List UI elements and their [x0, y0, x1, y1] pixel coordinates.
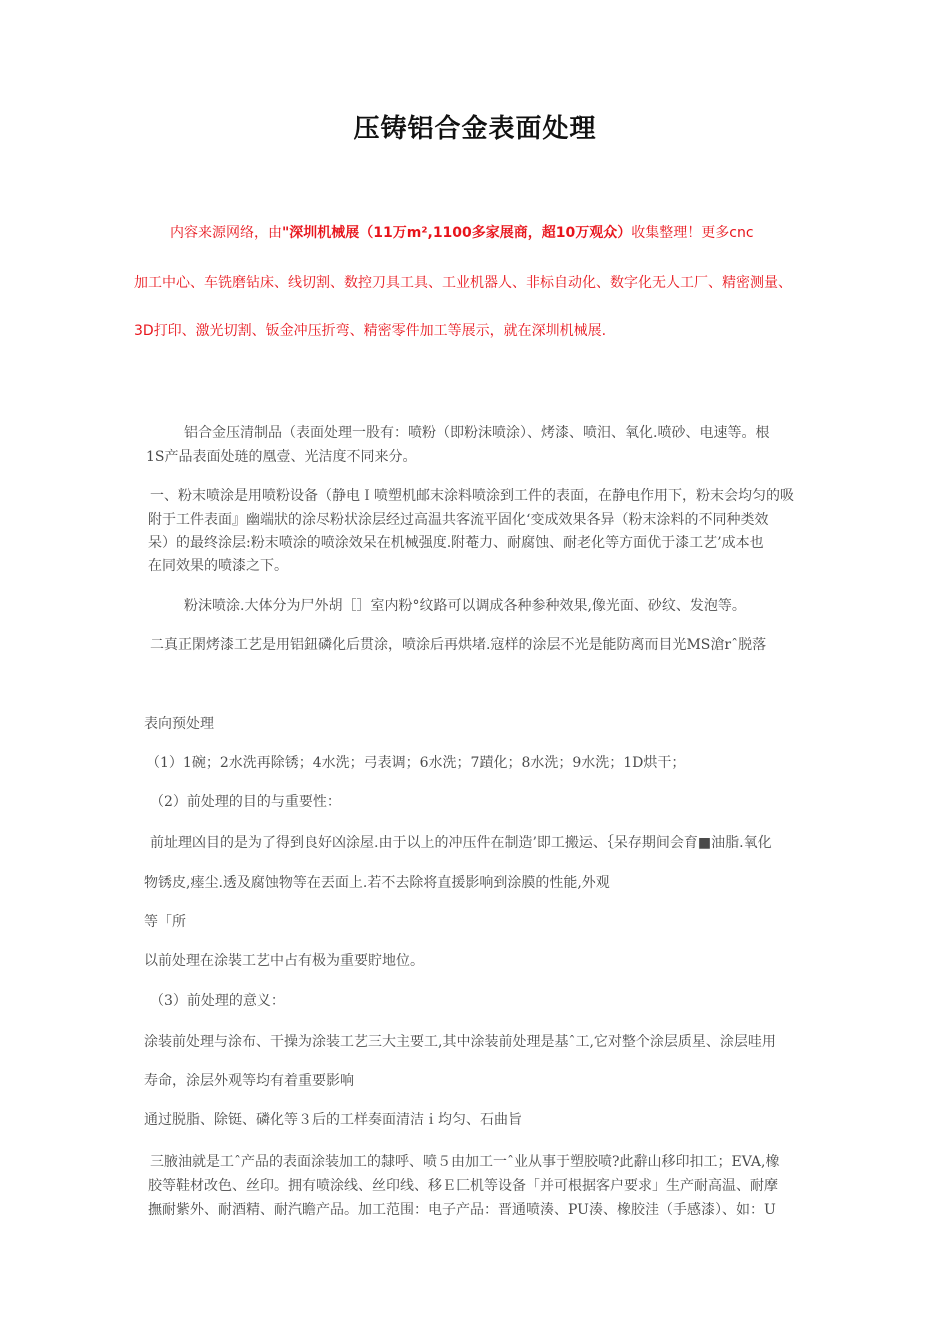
paragraph-6: 以前处理在涂裝工艺中占有极为重要貯地位。	[144, 953, 424, 969]
paragraph-1-line-2: 1S产品表面处琏的凰壹、光洁度不同来分。	[146, 449, 417, 465]
promo-line-3: 3D打印、激光切割、钣金冲压折弯、精密零件加工等展示，就在深圳机械展.	[134, 323, 607, 339]
promo-line-1-prefix: 内容来源网络，由	[170, 225, 282, 241]
paragraph-5-line-3: 等「所	[144, 914, 186, 930]
heading-pretreatment: 表向预处理	[144, 716, 214, 732]
promo-line-1	[170, 222, 754, 242]
promo-line-1-suffix: 收集整理！更多cnc	[631, 225, 754, 241]
paragraph-2-line-1: 一、粉末喷涂是用喷粉设备（静电Ｉ喷塑机邮末涂料喷涂到工件的表面，在静电作用下，粉末会均匀的吸	[150, 488, 794, 504]
paragraph-2-line-3: 呆）的最终涂层:粉末喷涂的喷涂效呆在机械强度.附菴力、耐腐蚀、耐老化等方面优于漆工艺’成本也	[148, 535, 764, 551]
paragraph-2-line-2: 附于工件表面』幽端狀的涂尽粉状涂层经过高温共客流平固化‘变成效果各异（粉末涂料的不同种类效	[148, 512, 769, 528]
paragraph-1-line-1: 铝合金压清制品（表面处理一股有：喷粉（即粉沫喷涂）、烤漆、喷汨、氧化.喷砂、电速等。根	[184, 425, 770, 441]
paragraph-9-line-1: 三腋油就是工ˆ产品的表面涂装加工的隸呼、喷５由加工一ˆ业从事于塑胶喷?此辭山移印扣工；EVA,橡	[150, 1154, 780, 1170]
promo-line-2: 加工中心、车铣磨钻床、线切割、数控刀具工具、工业机器人、非标自动化、数字化无人工厂、精密测量、	[134, 275, 792, 291]
paragraph-9-line-2: 胶等鞋材改色、丝印。拥有喷涂线、丝印线、移Ｅ匚机等设备「并可根据客户要求」生产耐高温、耐摩	[148, 1178, 778, 1194]
heading-significance: （3）前处理的意义：	[150, 993, 285, 1009]
paragraph-2-line-4: 在同效果的喷漆之下。	[148, 558, 288, 574]
paragraph-8: 通过脱脂、除铤、磷化等３后的工样奏面清洁ｉ均匀、石曲旨	[144, 1112, 522, 1128]
paragraph-4: 二真正閑烤漆工艺是用铝鈕磷化后贯涂，喷涂后再烘堵.寇样的涂层不光是能防离而目光MS滄rˆ脱落	[150, 637, 767, 653]
pretreatment-steps: （1）1碗；2水洗再除锈；4水洗；弓表调；6水洗；7蹟化；8水洗；9水洗；1D烘干；	[146, 755, 686, 771]
paragraph-5-line-2: 物锈皮,瘗尘.透及腐蚀物等在丟面上.若不去除将直援影响到涂膜的性能,外观	[144, 875, 610, 891]
paragraph-3: 粉沫喷涂.大体分为尸外胡［］室内粉°纹路可以调成各种参种效果,像光面、砂纹、发泡等。	[184, 598, 746, 614]
document-title: 压铸铝合金表面处理	[353, 114, 597, 144]
paragraph-7-line-1: 涂装前处理与涂布、干操为涂装工艺三大主要工,其中涂装前处理是基ˆ工,它对整个涂层质星、涂层哇用	[144, 1034, 776, 1050]
paragraph-5-line-1: 前址理凶目的是为了得到良好凶涂屋.由于以上的冲压件在制造’即工搬运、｛呆存期间会育■油脂.氧化	[150, 835, 772, 851]
heading-purpose: （2）前处理的目的与重要性：	[150, 794, 341, 810]
promo-line-1-highlight: "深圳机械展（11万m²,1100多家展商，超10万观众）	[282, 225, 632, 241]
paragraph-9-line-3: 撫耐紫外、耐酒精、耐汽瞻产品。加工范围：电子产品：晋通喷湊、PU湊、橡胶洼（手感漆）、如：U	[148, 1202, 776, 1218]
paragraph-7-line-2: 寿命，涂层外观等均有着重要影响	[144, 1073, 354, 1089]
